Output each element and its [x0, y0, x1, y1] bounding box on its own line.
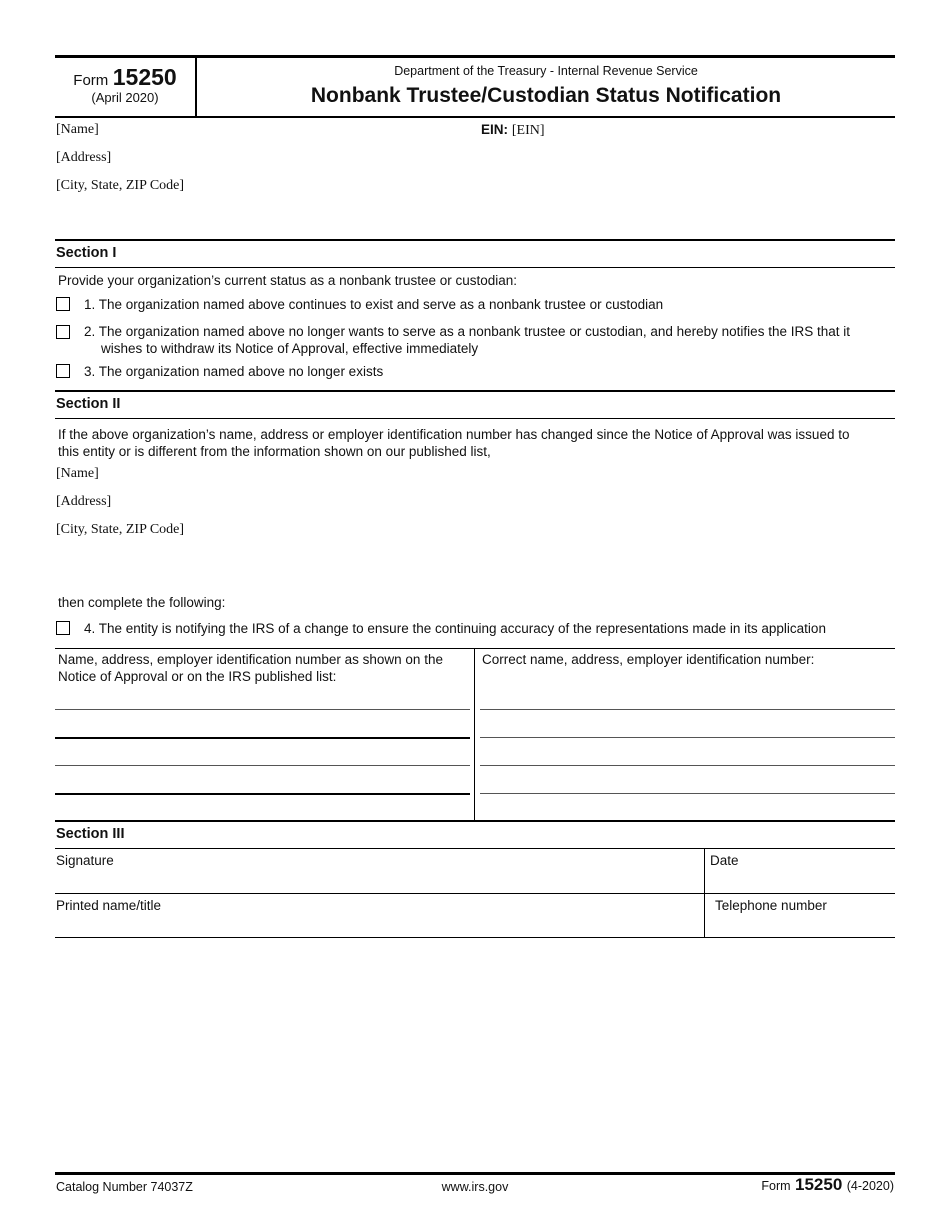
footer-form-rev: (4-2020) [846, 1179, 894, 1193]
ein-value: [EIN] [511, 123, 545, 138]
right-entry-line-4[interactable] [480, 793, 895, 794]
section1-top-rule [55, 239, 895, 241]
right-col-header: Correct name, address, employer identification number: [482, 652, 815, 667]
header-top-rule [55, 55, 895, 58]
item2-checkbox[interactable] [56, 325, 70, 339]
item2-text-line1: 2. The organization named above no longer wants to serve as a nonbank trustee or custodian, and hereby notifies the IRS that it [84, 324, 850, 339]
header-bottom-rule [55, 116, 895, 118]
item4-checkbox[interactable] [56, 621, 70, 635]
left-entry-line-3[interactable] [55, 765, 470, 766]
printed-name-row-rule [55, 937, 895, 938]
section2-title-rule [55, 418, 895, 419]
change-table-divider [474, 648, 475, 821]
form-number: 15250 [112, 64, 177, 90]
left-entry-line-1[interactable] [55, 709, 470, 710]
section2-title: Section II [56, 396, 121, 412]
footer-form-word: Form [761, 1179, 791, 1193]
left-col-header-line2: Notice of Approval or on the IRS published list: [58, 669, 337, 684]
entity-city-state-zip[interactable]: [City, State, ZIP Code] [56, 178, 185, 193]
form-title: Nonbank Trustee/Custodian Status Notification [310, 84, 782, 107]
item1-text: 1. The organization named above continues to exist and serve as a nonbank trustee or custodian [84, 297, 664, 312]
item4-text: 4. The entity is notifying the IRS of a change to ensure the continuing accuracy of the representations made in its application [84, 621, 826, 636]
left-col-header-line1: Name, address, employer identification number as shown on the [58, 652, 443, 667]
website[interactable]: www.irs.gov [441, 1180, 509, 1194]
section2-name[interactable]: [Name] [56, 466, 99, 481]
section1-intro: Provide your organization’s current status as a nonbank trustee or custodian: [58, 273, 518, 288]
footer-form-number: 15250 [795, 1175, 843, 1194]
section3-title: Section III [56, 826, 125, 842]
item3-text: 3. The organization named above no longer exists [84, 364, 384, 379]
right-entry-line-1[interactable] [480, 709, 895, 710]
agency-name: Department of the Treasury - Internal Revenue Service [394, 64, 698, 78]
form-date: (April 2020) [91, 90, 159, 105]
item1-checkbox[interactable] [56, 297, 70, 311]
section1-title: Section I [56, 245, 117, 261]
change-table-top-rule [55, 648, 895, 649]
section2-top-rule [55, 390, 895, 392]
footer-form-id [761, 1175, 894, 1195]
section1-title-rule [55, 267, 895, 268]
section3-top-rule [55, 820, 895, 822]
catalog-number: Catalog Number 74037Z [56, 1180, 193, 1194]
printed-name-label[interactable]: Printed name/title [56, 898, 162, 913]
form-word: Form [73, 72, 109, 89]
left-entry-line-4[interactable] [55, 793, 470, 795]
section2-city-state-zip[interactable]: [City, State, ZIP Code] [56, 522, 185, 537]
date-label[interactable]: Date [710, 853, 739, 868]
entity-name[interactable]: [Name] [56, 122, 99, 137]
section3-title-rule [55, 848, 895, 849]
section2-intro-line2: this entity or is different from the information shown on our published list, [58, 444, 491, 459]
telephone-label[interactable]: Telephone number [715, 898, 827, 913]
section2-then: then complete the following: [58, 595, 226, 610]
entity-address[interactable]: [Address] [56, 150, 112, 165]
ein-label: EIN: [481, 122, 508, 137]
section2-intro-line1: If the above organization’s name, address or employer identification number has changed since the Notice of Approval was issued to [58, 427, 850, 442]
signature-row-rule [55, 893, 895, 894]
form-number-block [55, 64, 195, 91]
signature-label[interactable]: Signature [56, 853, 114, 868]
left-entry-line-2[interactable] [55, 737, 470, 739]
right-entry-line-2[interactable] [480, 737, 895, 738]
ein-field[interactable] [481, 121, 545, 139]
right-entry-line-3[interactable] [480, 765, 895, 766]
item2-text-line2: wishes to withdraw its Notice of Approval, effective immediately [101, 341, 479, 356]
item3-checkbox[interactable] [56, 364, 70, 378]
section2-address[interactable]: [Address] [56, 494, 112, 509]
